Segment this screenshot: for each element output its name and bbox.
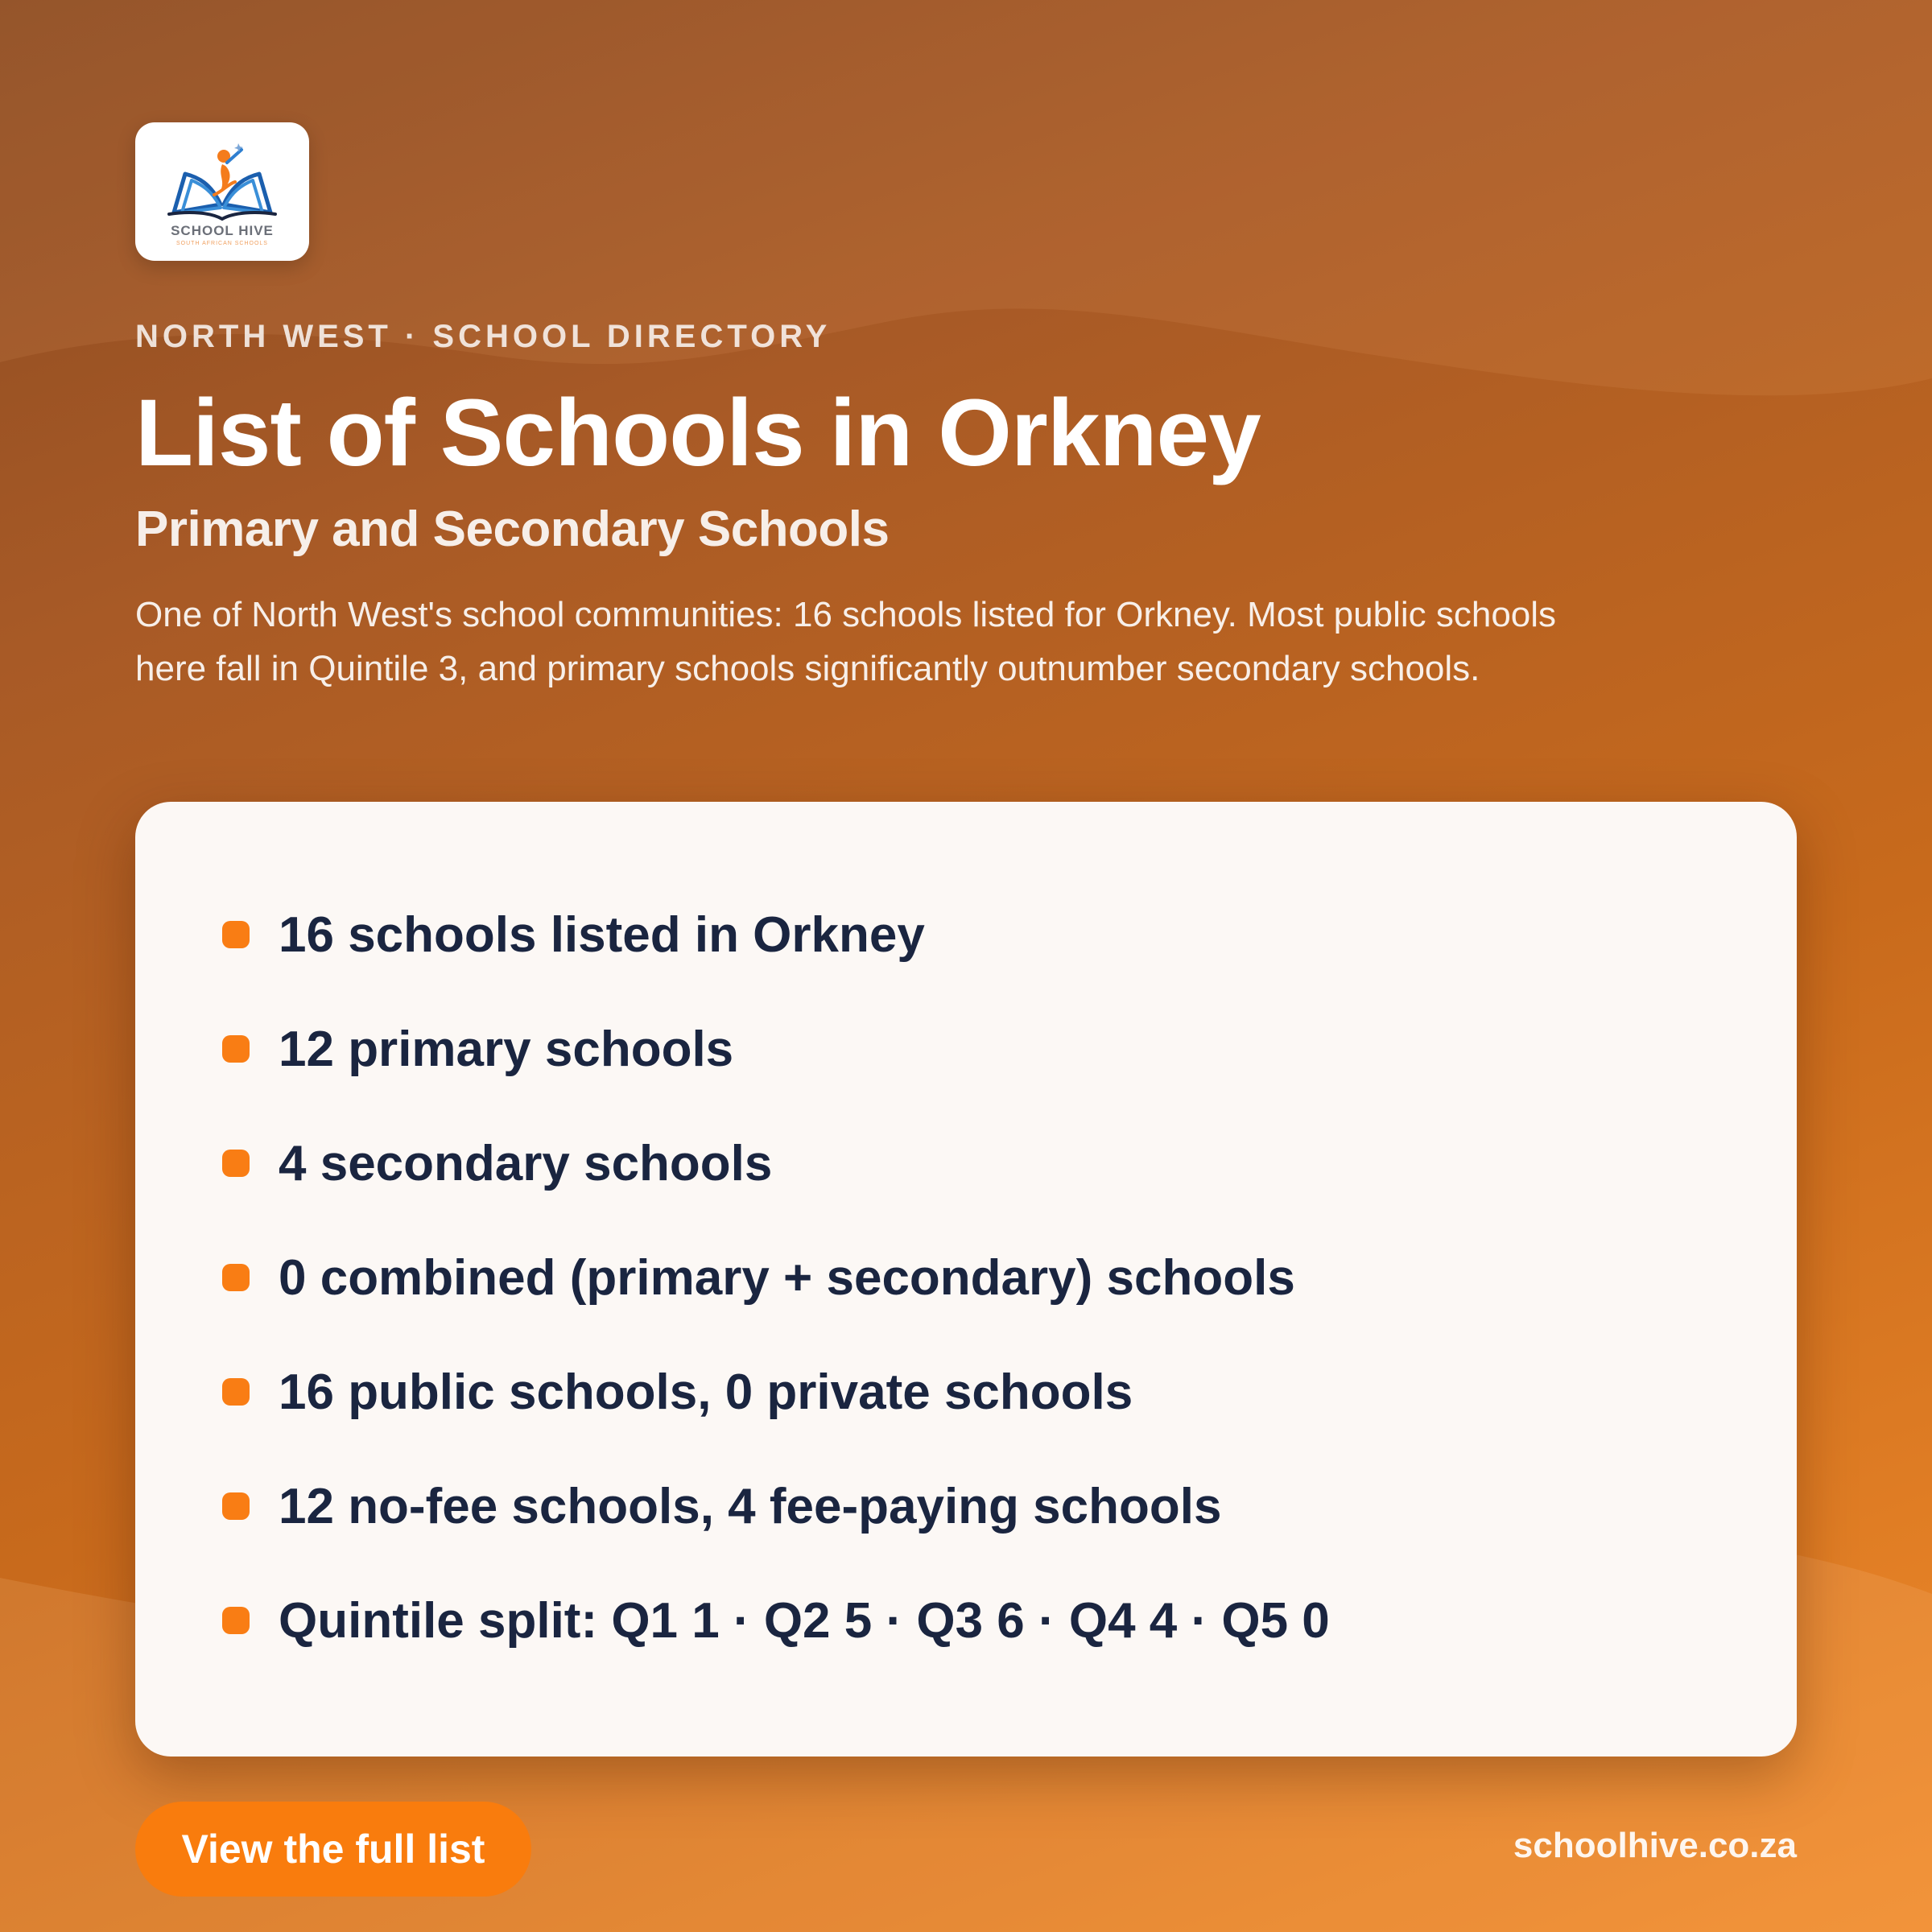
- school-hive-logo-icon: [158, 135, 287, 248]
- stat-total-schools: 16 schools listed in Orkney: [279, 906, 925, 963]
- view-full-list-button[interactable]: View the full list: [135, 1802, 531, 1897]
- list-item: [222, 1335, 1330, 1449]
- square-bullet-icon: [222, 1264, 250, 1291]
- page-title: List of Schools in Orkney: [135, 380, 1261, 486]
- logo: [135, 122, 309, 261]
- square-bullet-icon: [222, 1492, 250, 1520]
- square-bullet-icon: [222, 1378, 250, 1406]
- square-bullet-icon: [222, 1035, 250, 1063]
- list-item: [222, 992, 1330, 1106]
- square-bullet-icon: [222, 1607, 250, 1634]
- list-item: [222, 1220, 1330, 1335]
- stats-card: [135, 802, 1797, 1757]
- region-eyebrow: NORTH WEST · SCHOOL DIRECTORY: [135, 319, 832, 354]
- square-bullet-icon: [222, 921, 250, 948]
- intro-description: One of North West's school communities: 16 schools listed for Orkney. Most public schools here fall in Quintile 3, and primary schools significantly outnumber secondary schools.: [135, 595, 1557, 688]
- stat-secondary-schools: 4 secondary schools: [279, 1135, 773, 1191]
- list-item: [222, 1106, 1330, 1220]
- stats-list: [222, 877, 1330, 1678]
- site-url-link[interactable]: schoolhive.co.za: [1513, 1826, 1797, 1865]
- list-item: [222, 1449, 1330, 1563]
- list-item: [222, 1563, 1330, 1678]
- logo-wordmark: SCHOOL HIVE: [171, 223, 274, 238]
- stat-fee-status: 12 no-fee schools, 4 fee-paying schools: [279, 1478, 1222, 1534]
- stat-combined-schools: 0 combined (primary + secondary) schools: [279, 1249, 1295, 1306]
- square-bullet-icon: [222, 1150, 250, 1177]
- stat-public-private: 16 public schools, 0 private schools: [279, 1364, 1133, 1420]
- stat-primary-schools: 12 primary schools: [279, 1021, 734, 1077]
- logo-tagline: SOUTH AFRICAN SCHOOLS: [176, 241, 268, 246]
- stat-quintile-split: Quintile split: Q1 1 · Q2 5 · Q3 6 · Q4 4 · Q5 0: [279, 1592, 1330, 1649]
- list-item: [222, 877, 1330, 992]
- page-subtitle: Primary and Secondary Schools: [135, 502, 890, 557]
